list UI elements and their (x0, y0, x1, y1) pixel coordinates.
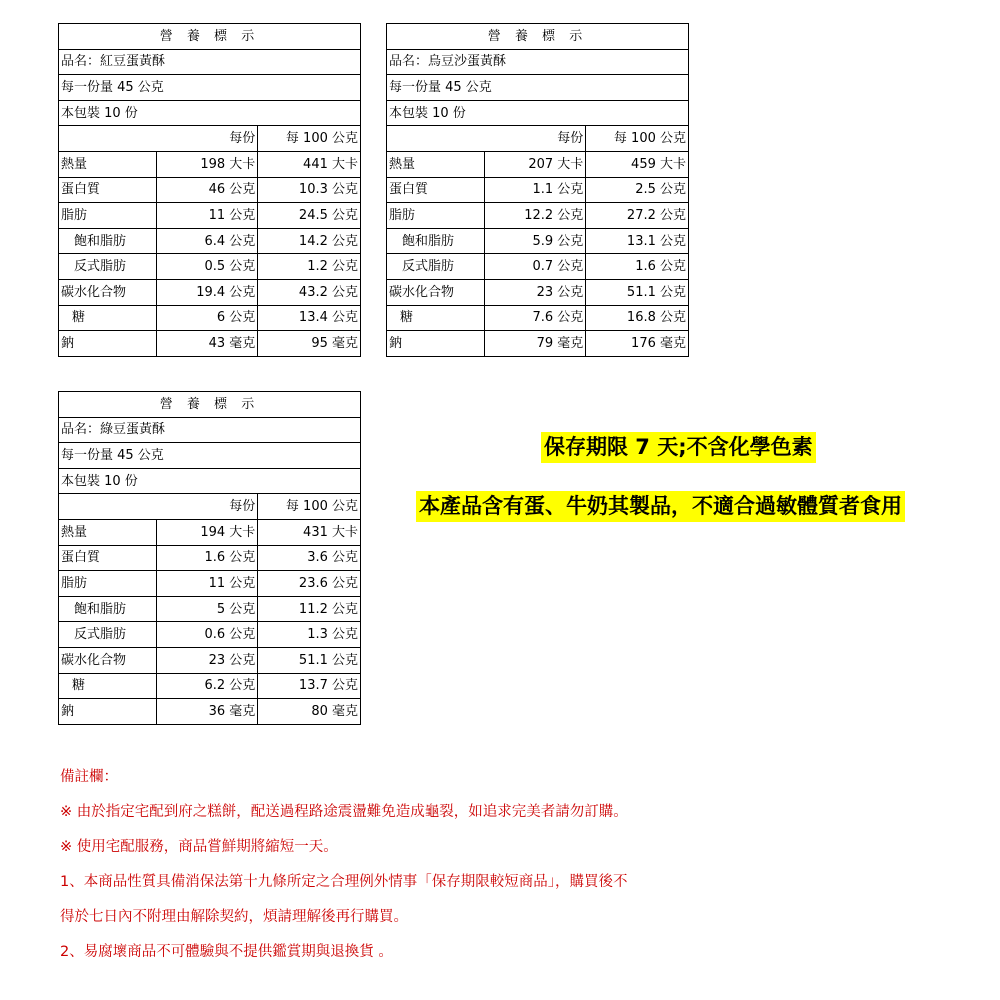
table-title: 營 養 標 示 (59, 24, 361, 50)
nutrient-label: 鈉 (387, 331, 485, 357)
nutrient-label: 碳水化合物 (59, 647, 157, 673)
table-row (59, 545, 361, 571)
table-row (59, 279, 361, 305)
nutrient-label: 熱量 (59, 519, 157, 545)
per-100g-value: 10.3 公克 (258, 177, 361, 203)
table-row (59, 203, 361, 229)
per-100g-value: 51.1 公克 (258, 647, 361, 673)
nutrient-label: 鈉 (59, 699, 157, 725)
nutrition-table-mung-bean (58, 391, 361, 725)
per-100g-value: 24.5 公克 (258, 203, 361, 229)
per-serving-value: 0.6 公克 (156, 622, 258, 648)
table-row (387, 279, 689, 305)
remarks-line: 得於七日內不附理由解除契約，煩請理解後再行購買。 (60, 909, 408, 925)
header-blank-cell (59, 126, 157, 152)
table-row (59, 571, 361, 597)
remarks-line: ※ 使用宅配服務，商品嘗鮮期將縮短一天。 (60, 839, 338, 855)
table-row (387, 151, 689, 177)
per-serving-value: 0.5 公克 (156, 254, 258, 280)
table-row (59, 673, 361, 699)
per-serving-value: 207 大卡 (484, 151, 586, 177)
per-100g-value: 1.3 公克 (258, 622, 361, 648)
per-100g-value: 3.6 公克 (258, 545, 361, 571)
header-blank-cell (387, 126, 485, 152)
nutrient-label: 反式脂肪 (59, 622, 157, 648)
nutrient-label: 碳水化合物 (387, 279, 485, 305)
per-100g-value: 43.2 公克 (258, 279, 361, 305)
per-serving-value: 0.7 公克 (484, 254, 586, 280)
nutrient-label: 鈉 (59, 331, 157, 357)
nutrient-label: 飽和脂肪 (59, 228, 157, 254)
per-serving-value: 5.9 公克 (484, 228, 586, 254)
per-serving-value: 12.2 公克 (484, 203, 586, 229)
nutrient-label: 反式脂肪 (59, 254, 157, 280)
nutrient-label: 碳水化合物 (59, 279, 157, 305)
per-100g-value: 2.5 公克 (586, 177, 689, 203)
remarks-section (60, 766, 960, 976)
nutrition-table-red-bean (58, 23, 361, 357)
column-header-per-serving: 每份 (156, 494, 258, 520)
serving-size: 每一份量 45 公克 (59, 443, 361, 469)
table-title: 營 養 標 示 (387, 24, 689, 50)
per-serving-value: 46 公克 (156, 177, 258, 203)
nutrient-label: 糖 (59, 305, 157, 331)
per-100g-value: 13.1 公克 (586, 228, 689, 254)
per-100g-value: 431 大卡 (258, 519, 361, 545)
table-row (387, 305, 689, 331)
nutrient-label: 脂肪 (59, 571, 157, 597)
column-header-per-serving: 每份 (156, 126, 258, 152)
per-serving-value: 194 大卡 (156, 519, 258, 545)
header-blank-cell (59, 494, 157, 520)
nutrition-table-black-bean (386, 23, 689, 357)
per-100g-value: 176 毫克 (586, 331, 689, 357)
per-100g-value: 16.8 公克 (586, 305, 689, 331)
table-row (59, 331, 361, 357)
per-100g-value: 1.2 公克 (258, 254, 361, 280)
remarks-heading: 備註欄： (60, 769, 118, 785)
remarks-line: ※ 由於指定宅配到府之糕餅，配送過程路途震盪難免造成龜裂，如追求完美者請勿訂購。 (60, 804, 628, 820)
per-100g-value: 11.2 公克 (258, 596, 361, 622)
column-header-per-100g: 每 100 公克 (258, 126, 361, 152)
per-serving-value: 36 毫克 (156, 699, 258, 725)
per-serving-value: 6 公克 (156, 305, 258, 331)
table-row (59, 305, 361, 331)
per-serving-value: 11 公克 (156, 571, 258, 597)
per-100g-value: 23.6 公克 (258, 571, 361, 597)
table-row (59, 228, 361, 254)
per-serving-value: 43 毫克 (156, 331, 258, 357)
per-100g-value: 441 大卡 (258, 151, 361, 177)
product-name: 品名：烏豆沙蛋黃酥 (387, 49, 689, 75)
remarks-line: 2、易腐壞商品不可體驗與不提供鑑賞期與退換貨 。 (60, 944, 393, 960)
table-row (387, 203, 689, 229)
nutrient-label: 熱量 (387, 151, 485, 177)
column-header-per-100g: 每 100 公克 (258, 494, 361, 520)
table-row (59, 699, 361, 725)
per-serving-value: 23 公克 (156, 647, 258, 673)
table-row (387, 254, 689, 280)
nutrient-label: 蛋白質 (387, 177, 485, 203)
per-100g-value: 51.1 公克 (586, 279, 689, 305)
per-100g-value: 13.4 公克 (258, 305, 361, 331)
servings-per-package: 本包裝 10 份 (387, 100, 689, 126)
per-100g-value: 459 大卡 (586, 151, 689, 177)
table-row (59, 647, 361, 673)
product-name: 品名：紅豆蛋黃酥 (59, 49, 361, 75)
shelf-life-notice: 保存期限 7 天;不含化學色素 (541, 432, 816, 463)
servings-per-package: 本包裝 10 份 (59, 100, 361, 126)
per-serving-value: 5 公克 (156, 596, 258, 622)
table-row (59, 177, 361, 203)
per-100g-value: 80 毫克 (258, 699, 361, 725)
nutrient-label: 糖 (59, 673, 157, 699)
per-serving-value: 19.4 公克 (156, 279, 258, 305)
per-serving-value: 6.2 公克 (156, 673, 258, 699)
servings-per-package: 本包裝 10 份 (59, 468, 361, 494)
table-row (387, 331, 689, 357)
per-100g-value: 13.7 公克 (258, 673, 361, 699)
nutrient-label: 飽和脂肪 (387, 228, 485, 254)
per-serving-value: 79 毫克 (484, 331, 586, 357)
product-name: 品名：綠豆蛋黃酥 (59, 417, 361, 443)
per-serving-value: 11 公克 (156, 203, 258, 229)
per-serving-value: 7.6 公克 (484, 305, 586, 331)
nutrient-label: 飽和脂肪 (59, 596, 157, 622)
table-row (59, 151, 361, 177)
nutrient-label: 反式脂肪 (387, 254, 485, 280)
per-100g-value: 14.2 公克 (258, 228, 361, 254)
per-serving-value: 1.6 公克 (156, 545, 258, 571)
nutrient-label: 脂肪 (59, 203, 157, 229)
nutrient-label: 脂肪 (387, 203, 485, 229)
per-serving-value: 6.4 公克 (156, 228, 258, 254)
table-row (387, 228, 689, 254)
nutrient-label: 蛋白質 (59, 545, 157, 571)
table-row (59, 622, 361, 648)
table-row (387, 177, 689, 203)
per-serving-value: 23 公克 (484, 279, 586, 305)
per-100g-value: 95 毫克 (258, 331, 361, 357)
per-serving-value: 1.1 公克 (484, 177, 586, 203)
column-header-per-100g: 每 100 公克 (586, 126, 689, 152)
per-100g-value: 27.2 公克 (586, 203, 689, 229)
table-title: 營 養 標 示 (59, 392, 361, 418)
table-row (59, 596, 361, 622)
nutrient-label: 熱量 (59, 151, 157, 177)
table-row (59, 254, 361, 280)
table-row (59, 519, 361, 545)
allergy-notice: 本產品含有蛋、牛奶其製品，不適合過敏體質者食用 (416, 491, 905, 522)
per-serving-value: 198 大卡 (156, 151, 258, 177)
serving-size: 每一份量 45 公克 (387, 75, 689, 101)
nutrient-label: 蛋白質 (59, 177, 157, 203)
remarks-line: 1、本商品性質具備消保法第十九條所定之合理例外情事「保存期限較短商品」，購買後不 (60, 874, 628, 890)
nutrient-label: 糖 (387, 305, 485, 331)
serving-size: 每一份量 45 公克 (59, 75, 361, 101)
column-header-per-serving: 每份 (484, 126, 586, 152)
per-100g-value: 1.6 公克 (586, 254, 689, 280)
